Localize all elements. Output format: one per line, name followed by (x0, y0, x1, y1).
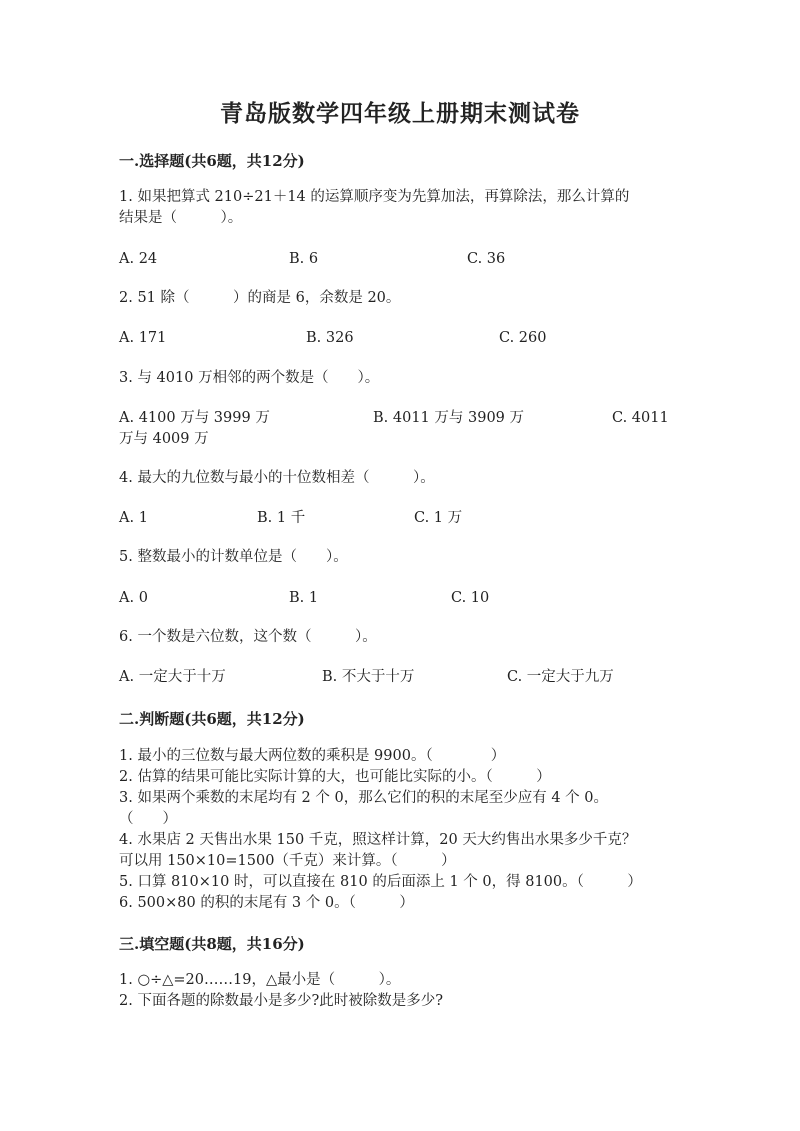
option-a: A. 171 (119, 330, 167, 346)
judge-line: 可以用 150×10=1500（千克）来计算。（ ） (119, 853, 456, 869)
section-heading-choice: 一.选择题(共6题，共12分) (119, 152, 305, 170)
option-b: B. 6 (289, 251, 319, 267)
question-text: 结果是（ ）。 (119, 210, 243, 226)
question-text: 1. 如果把算式 210÷21＋14 的运算顺序变为先算加法，再算除法，那么计算的 (119, 189, 630, 205)
option-b: B. 4011 万与 3909 万 (373, 410, 525, 426)
judge-line: 6. 500×80 的积的末尾有 3 个 0。（ ） (119, 895, 414, 911)
judge-line: （ ） (119, 811, 177, 827)
judge-list (119, 746, 679, 914)
judge-line: 1. 最小的三位数与最大两位数的乘积是 9900。（ ） (119, 748, 506, 764)
judge-line: 4. 水果店 2 天售出水果 150 千克，照这样计算，20 天大约售出水果多少千克？ (119, 832, 637, 848)
option-c: C. 10 (451, 590, 490, 606)
choice-question-1 (119, 187, 679, 229)
choice-question-2: 2. 51 除（ ）的商是 6，余数是 20。 (119, 290, 401, 306)
option-a: A. 1 (119, 510, 148, 526)
judge-line: 5. 口算 810×10 时，可以直接在 810 的后面添上 1 个 0，得 8100。（ ） (119, 874, 642, 890)
option-b: B. 不大于十万 (322, 669, 415, 685)
option-c: C. 1 万 (414, 510, 463, 526)
option-b: B. 326 (306, 330, 354, 346)
option-a: A. 0 (119, 590, 148, 606)
judge-line: 3. 如果两个乘数的末尾均有 2 个 0，那么它们的积的末尾至少应有 4 个 0。 (119, 790, 608, 806)
choice-question-4: 4. 最大的九位数与最小的十位数相差（ ）。 (119, 470, 435, 486)
fill-list (119, 970, 679, 1012)
option-c-continued: 万与 4009 万 (119, 431, 209, 447)
fill-line: 1. ○÷△=20……19，△最小是（ ）。 (119, 972, 401, 988)
option-c: C. 36 (467, 251, 506, 267)
option-b: B. 1 (289, 590, 319, 606)
option-c: C. 4011 (612, 410, 669, 426)
section-heading-fill: 三.填空题(共8题，共16分) (119, 935, 305, 953)
judge-line: 2. 估算的结果可能比实际计算的大，也可能比实际的小。（ ） (119, 769, 551, 785)
section-heading-judge: 二.判断题(共6题，共12分) (119, 710, 305, 728)
option-c: C. 一定大于九万 (507, 669, 614, 685)
option-a: A. 一定大于十万 (119, 669, 226, 685)
option-c: C. 260 (499, 330, 547, 346)
page-title: 青岛版数学四年级上册期末测试卷 (220, 100, 580, 127)
choice-question-6: 6. 一个数是六位数，这个数（ ）。 (119, 629, 377, 645)
option-a: A. 24 (119, 251, 158, 267)
option-b: B. 1 千 (257, 510, 306, 526)
option-a: A. 4100 万与 3999 万 (119, 410, 270, 426)
choice-question-3: 3. 与 4010 万相邻的两个数是（ ）。 (119, 370, 380, 386)
choice-question-5: 5. 整数最小的计数单位是（ ）。 (119, 549, 348, 565)
fill-line: 2. 下面各题的除数最小是多少?此时被除数是多少? (119, 993, 443, 1009)
